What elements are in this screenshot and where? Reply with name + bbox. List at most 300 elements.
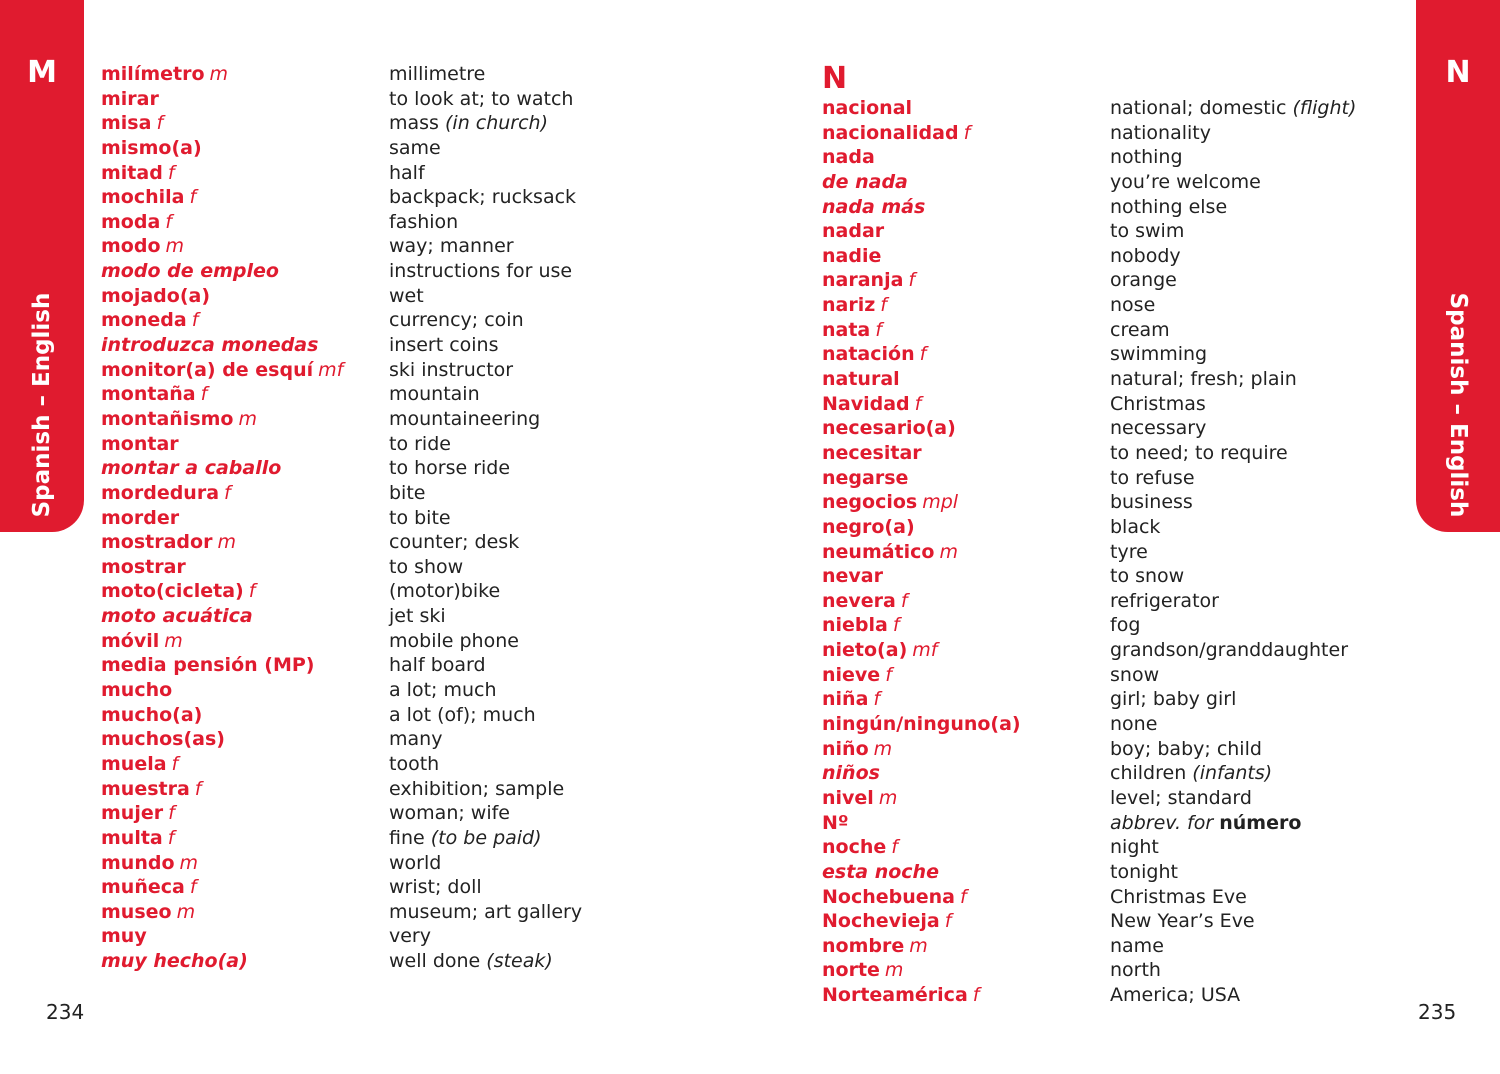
abbreviation-note: abbrev. for xyxy=(1110,811,1214,834)
translation-entry xyxy=(389,333,582,358)
translation-text: to bite xyxy=(389,506,451,529)
translation-entry xyxy=(389,62,582,87)
dictionary-entry xyxy=(101,530,343,555)
translation xyxy=(1110,761,1272,786)
translation-entry xyxy=(1110,737,1356,762)
translation-text: mass xyxy=(389,112,439,135)
headword: Norteamérica xyxy=(822,984,968,1007)
dictionary-entry xyxy=(822,885,1021,910)
translation xyxy=(1110,268,1177,293)
dictionary-entry xyxy=(822,540,1021,565)
translation xyxy=(1110,835,1159,860)
right-translation-column xyxy=(1110,96,1356,1008)
gender-marker: f xyxy=(963,121,971,144)
translation xyxy=(389,678,497,703)
translation xyxy=(389,851,441,876)
dictionary-entry xyxy=(822,268,1021,293)
headword: muy xyxy=(101,925,147,948)
headword: introduzca monedas xyxy=(101,334,319,357)
translation-text: Christmas Eve xyxy=(1110,885,1247,908)
headword: nadie xyxy=(822,244,882,267)
right-headword-column xyxy=(822,96,1021,1008)
dictionary-entry xyxy=(822,318,1021,343)
dictionary-entry xyxy=(101,456,343,481)
gender-marker: m xyxy=(217,531,236,554)
translation-text: tooth xyxy=(389,752,440,775)
translation xyxy=(1110,811,1301,836)
headword: mujer xyxy=(101,802,164,825)
translation-text: to refuse xyxy=(1110,466,1195,489)
translation-entry xyxy=(1110,392,1356,417)
translation-entry xyxy=(1110,687,1356,712)
gender-marker: f xyxy=(892,614,900,637)
translation-text: night xyxy=(1110,836,1159,859)
dictionary-entry xyxy=(101,579,343,604)
translation xyxy=(389,259,572,284)
dictionary-entry xyxy=(822,170,1021,195)
translation-entry xyxy=(389,407,582,432)
translation-entry xyxy=(1110,367,1356,392)
gender-marker: m xyxy=(884,959,904,982)
headword: misa xyxy=(101,112,152,135)
translation xyxy=(1110,490,1193,515)
translation xyxy=(389,604,446,629)
dictionary-entry xyxy=(101,234,343,259)
translation-entry xyxy=(1110,145,1356,170)
dictionary-entry xyxy=(822,761,1021,786)
translation-entry xyxy=(1110,761,1356,786)
gender-marker: f xyxy=(891,836,898,859)
translation-text: wrist; doll xyxy=(389,876,482,899)
translation-entry xyxy=(1110,195,1356,220)
dictionary-entry xyxy=(101,924,343,949)
translation-text: tyre xyxy=(1110,540,1148,563)
translation-text: half xyxy=(389,161,425,184)
translation-entry xyxy=(389,703,582,728)
translation xyxy=(1110,96,1356,121)
dictionary-entry xyxy=(101,62,343,87)
translation xyxy=(389,777,564,802)
dictionary-entry xyxy=(822,293,1021,318)
headword: montañismo xyxy=(101,407,234,430)
dictionary-entry xyxy=(822,367,1021,392)
translation-entry xyxy=(389,136,582,161)
headword: niña xyxy=(822,688,869,711)
translation-entry xyxy=(389,678,582,703)
dictionary-entry xyxy=(101,653,343,678)
gender-marker: f xyxy=(156,112,164,135)
translation-entry xyxy=(389,949,582,974)
dictionary-entry xyxy=(101,111,343,136)
dictionary-entry xyxy=(101,727,343,752)
gender-marker: f xyxy=(191,309,199,332)
dictionary-entry xyxy=(822,416,1021,441)
translation-text: children xyxy=(1110,762,1187,785)
headword: neumático xyxy=(822,540,935,563)
dictionary-entry xyxy=(101,333,343,358)
section-letter-heading: N xyxy=(822,61,848,96)
dictionary-entry xyxy=(822,737,1021,762)
gender-marker: f xyxy=(873,688,881,711)
dictionary-entry xyxy=(101,87,343,112)
headword: moto(cicleta) xyxy=(101,580,244,603)
headword: natación xyxy=(822,343,915,366)
translation-text: bite xyxy=(389,481,426,504)
dictionary-entry xyxy=(101,555,343,580)
translation xyxy=(1110,342,1207,367)
headword: mojado(a) xyxy=(101,284,211,307)
translation-text: nobody xyxy=(1110,244,1181,267)
headword: negro(a) xyxy=(822,515,915,538)
translation-text: to look at; to watch xyxy=(389,87,574,110)
translation xyxy=(389,801,510,826)
translation xyxy=(389,555,463,580)
translation-entry xyxy=(1110,170,1356,195)
translation-text: national; domestic xyxy=(1110,97,1287,119)
gender-marker: m xyxy=(873,737,893,760)
translation xyxy=(1110,244,1181,269)
translation-text: same xyxy=(389,136,441,159)
dictionary-entry xyxy=(822,786,1021,811)
headword: niebla xyxy=(822,614,888,637)
headword: nariz xyxy=(822,294,876,317)
gender-marker: f xyxy=(200,383,208,406)
gender-marker: m xyxy=(176,900,196,923)
gender-marker: f xyxy=(224,481,231,504)
dictionary-entry xyxy=(822,515,1021,540)
translation xyxy=(1110,121,1211,146)
gender-marker: m xyxy=(179,851,199,874)
translation-text: New Year’s Eve xyxy=(1110,910,1255,933)
translation-entry xyxy=(389,259,582,284)
translation xyxy=(1110,515,1160,540)
translation-text: to snow xyxy=(1110,565,1185,588)
translation-text: mountain xyxy=(389,383,480,406)
dictionary-entry xyxy=(101,136,343,161)
gender-marker: f xyxy=(944,910,952,933)
gender-marker: f xyxy=(171,752,179,775)
translation xyxy=(1110,392,1206,417)
gender-marker: f xyxy=(168,802,175,825)
headword: móvil xyxy=(101,629,160,652)
translation xyxy=(1110,293,1155,318)
translation xyxy=(1110,170,1261,195)
gender-marker: m xyxy=(878,786,898,809)
headword: Nochebuena xyxy=(822,885,955,908)
translation-entry xyxy=(389,530,582,555)
translation-entry xyxy=(389,308,582,333)
left-thumb-tab xyxy=(0,0,84,532)
dictionary-entry xyxy=(101,161,343,186)
translation-entry xyxy=(1110,786,1356,811)
translation-text: fine xyxy=(389,826,425,849)
translation-text: world xyxy=(389,851,442,874)
translation xyxy=(1110,318,1170,343)
translation-text: none xyxy=(1110,713,1158,736)
translation xyxy=(389,900,582,925)
translation xyxy=(389,481,425,506)
gender-marker: m xyxy=(939,540,958,563)
translation-text: girl; baby girl xyxy=(1110,688,1237,711)
headword: mundo xyxy=(101,851,175,874)
usage-note: (steak) xyxy=(486,950,553,973)
left-tab-label: Spanish – English xyxy=(29,292,55,518)
abbreviation-target: número xyxy=(1219,811,1302,834)
translation-text: necessary xyxy=(1110,417,1207,440)
translation xyxy=(389,234,514,259)
headword: multa xyxy=(101,826,163,849)
headword: nevar xyxy=(822,565,883,588)
translation-entry xyxy=(1110,268,1356,293)
translation-entry xyxy=(1110,416,1356,441)
headword: montaña xyxy=(101,383,196,406)
headword: negocios xyxy=(822,491,918,514)
translation xyxy=(1110,367,1297,392)
translation-text: exhibition; sample xyxy=(389,777,565,800)
dictionary-entry xyxy=(822,121,1021,146)
translation-text: millimetre xyxy=(389,63,486,85)
translation xyxy=(389,752,439,777)
translation-text: museum; art gallery xyxy=(389,900,583,923)
translation-text: many xyxy=(389,728,443,751)
headword: nada xyxy=(822,146,875,169)
headword: nieve xyxy=(822,663,881,686)
translation-text: well done xyxy=(389,950,481,973)
translation-entry xyxy=(389,284,582,309)
dictionary-entry xyxy=(101,826,343,851)
translation xyxy=(1110,712,1157,737)
gender-marker: f xyxy=(880,294,887,317)
translation xyxy=(1110,934,1164,959)
gender-marker: m xyxy=(238,407,257,430)
dictionary-entry xyxy=(101,358,343,383)
translation-entry xyxy=(1110,515,1356,540)
dictionary-entry xyxy=(822,589,1021,614)
translation xyxy=(1110,589,1219,614)
headword: nombre xyxy=(822,934,905,957)
translation-entry xyxy=(389,875,582,900)
translation-text: snow xyxy=(1110,663,1160,686)
translation-entry xyxy=(1110,441,1356,466)
dictionary-entry xyxy=(101,851,343,876)
dictionary-entry xyxy=(101,308,343,333)
headword: mirar xyxy=(101,87,159,110)
translation-text: a lot (of); much xyxy=(389,703,536,726)
translation xyxy=(389,826,542,851)
translation xyxy=(389,530,519,555)
translation xyxy=(389,456,510,481)
translation-entry xyxy=(389,358,582,383)
translation-entry xyxy=(1110,613,1356,638)
translation-text: nose xyxy=(1110,294,1156,317)
translation-text: nothing else xyxy=(1110,195,1228,218)
translation-entry xyxy=(1110,293,1356,318)
dictionary-entry xyxy=(822,145,1021,170)
translation-text: orange xyxy=(1110,269,1177,292)
translation xyxy=(1110,466,1195,491)
gender-marker: f xyxy=(972,984,980,1007)
usage-note: (flight) xyxy=(1292,97,1357,119)
translation-entry xyxy=(389,727,582,752)
dictionary-entry xyxy=(822,342,1021,367)
headword: natural xyxy=(822,368,900,391)
translation-text: jet ski xyxy=(389,605,446,628)
headword: modo de empleo xyxy=(101,260,279,283)
translation-text: wet xyxy=(389,284,424,307)
translation xyxy=(389,333,499,358)
translation xyxy=(1110,219,1184,244)
translation-entry xyxy=(1110,712,1356,737)
dictionary-entry xyxy=(822,934,1021,959)
headword: naranja xyxy=(822,269,904,292)
translation-text: nationality xyxy=(1110,121,1211,144)
translation-text: business xyxy=(1110,491,1193,514)
translation-text: fog xyxy=(1110,614,1141,637)
translation-entry xyxy=(1110,342,1356,367)
translation xyxy=(1110,885,1247,910)
translation-entry xyxy=(1110,318,1356,343)
translation xyxy=(389,579,500,604)
headword: Nochevieja xyxy=(822,910,940,933)
dictionary-entry xyxy=(101,875,343,900)
translation-text: a lot; much xyxy=(389,679,497,702)
headword: Navidad xyxy=(822,392,910,415)
translation-text: boy; baby; child xyxy=(1110,737,1262,760)
dictionary-entry xyxy=(822,441,1021,466)
translation-text: name xyxy=(1110,934,1164,957)
dictionary-entry xyxy=(101,801,343,826)
translation xyxy=(1110,416,1206,441)
headword: noche xyxy=(822,836,887,859)
translation-entry xyxy=(1110,96,1356,121)
dictionary-entry xyxy=(101,432,343,457)
headword: nadar xyxy=(822,220,885,243)
translation-entry xyxy=(389,555,582,580)
gender-marker: f xyxy=(885,663,892,686)
dictionary-entry xyxy=(101,703,343,728)
headword: negarse xyxy=(822,466,909,489)
translation xyxy=(1110,540,1148,565)
translation-text: instructions for use xyxy=(389,260,573,283)
translation-entry xyxy=(389,924,582,949)
dictionary-entry xyxy=(822,219,1021,244)
left-translation-column xyxy=(389,62,582,974)
translation xyxy=(1110,737,1262,762)
translation xyxy=(1110,687,1236,712)
translation-entry xyxy=(1110,244,1356,269)
translation-entry xyxy=(389,234,582,259)
usage-note: (infants) xyxy=(1192,762,1273,785)
headword: mucho(a) xyxy=(101,703,203,726)
translation xyxy=(389,703,536,728)
dictionary-entry xyxy=(822,466,1021,491)
translation-entry xyxy=(389,432,582,457)
dictionary-entry xyxy=(101,752,343,777)
right-tab-label: Spanish – English xyxy=(1445,292,1471,518)
right-thumb-tab xyxy=(1416,0,1500,532)
translation-text: swimming xyxy=(1110,343,1208,366)
gender-marker: mpl xyxy=(922,491,959,514)
translation-text: woman; wife xyxy=(389,802,510,825)
dictionary-entry xyxy=(822,96,1021,121)
translation-text: level; standard xyxy=(1110,786,1252,809)
headword: milímetro xyxy=(101,63,205,85)
dictionary-entry xyxy=(101,629,343,654)
translation-text: (motor)bike xyxy=(389,580,501,603)
translation-entry xyxy=(389,161,582,186)
gender-marker: f xyxy=(908,269,916,292)
dictionary-entry xyxy=(822,195,1021,220)
headword: moneda xyxy=(101,309,187,332)
translation xyxy=(389,185,576,210)
dictionary-entry xyxy=(822,663,1021,688)
headword: nacional xyxy=(822,97,913,119)
gender-marker: f xyxy=(165,210,172,233)
headword: nivel xyxy=(822,786,874,809)
left-page-number: 234 xyxy=(46,1000,85,1024)
gender-marker: f xyxy=(194,777,202,800)
translation xyxy=(389,308,524,333)
headword: montar xyxy=(101,432,179,455)
translation-text: black xyxy=(1110,515,1161,538)
gender-marker: f xyxy=(167,161,175,184)
headword: de nada xyxy=(822,170,908,193)
translation-entry xyxy=(1110,638,1356,663)
dictionary-entry xyxy=(101,407,343,432)
translation-entry xyxy=(1110,219,1356,244)
translation-entry xyxy=(1110,934,1356,959)
right-page-number: 235 xyxy=(1418,1000,1457,1024)
headword: niños xyxy=(822,762,880,785)
translation-entry xyxy=(389,185,582,210)
translation-text: backpack; rucksack xyxy=(389,186,577,209)
usage-note: (to be paid) xyxy=(430,826,542,849)
headword: muestra xyxy=(101,777,190,800)
translation-entry xyxy=(1110,564,1356,589)
headword: museo xyxy=(101,900,172,923)
translation xyxy=(1110,441,1288,466)
translation-text: mobile phone xyxy=(389,629,519,652)
translation xyxy=(389,875,482,900)
headword: mostrador xyxy=(101,531,213,554)
translation xyxy=(389,358,513,383)
translation-entry xyxy=(389,801,582,826)
gender-marker: mf xyxy=(912,639,938,662)
gender-marker: f xyxy=(960,885,967,908)
headword: montar a caballo xyxy=(101,457,282,480)
translation-entry xyxy=(1110,958,1356,983)
translation-text: natural; fresh; plain xyxy=(1110,368,1297,391)
translation xyxy=(389,727,442,752)
translation xyxy=(1110,195,1227,220)
headword: nada más xyxy=(822,195,926,218)
translation xyxy=(1110,564,1184,589)
headword: nacionalidad xyxy=(822,121,959,144)
headword: mochila xyxy=(101,186,185,209)
dictionary-entry xyxy=(822,638,1021,663)
dictionary-entry xyxy=(101,259,343,284)
translation xyxy=(389,62,485,87)
translation-text: Christmas xyxy=(1110,392,1206,415)
translation-text: very xyxy=(389,925,431,948)
headword: niño xyxy=(822,737,869,760)
translation-entry xyxy=(389,629,582,654)
translation-text: insert coins xyxy=(389,334,499,357)
translation-entry xyxy=(1110,466,1356,491)
dictionary-entry xyxy=(822,983,1021,1008)
left-tab-letter: M xyxy=(27,55,57,90)
translation-text: north xyxy=(1110,959,1161,982)
